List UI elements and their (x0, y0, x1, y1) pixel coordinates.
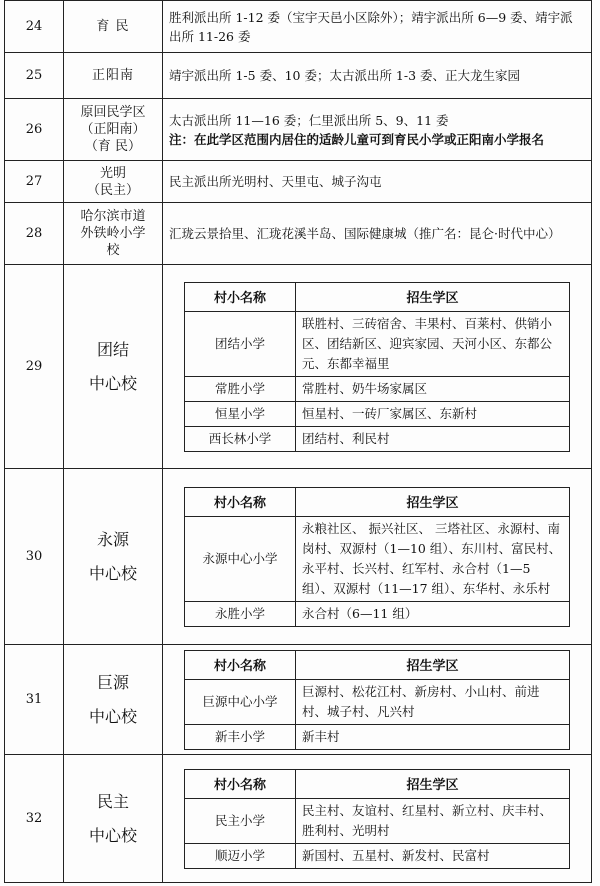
sub-row (185, 724, 570, 749)
sub-header-row (185, 282, 570, 311)
sub-header-row (185, 769, 570, 798)
sub-row (185, 798, 570, 843)
col-header-school: 村小名称 (185, 487, 296, 516)
table-row (5, 99, 592, 161)
table-row (5, 755, 592, 883)
district-description (163, 99, 592, 161)
sub-row (185, 516, 570, 601)
district-description: 民主派出所光明村、天里屯、城子沟屯 (163, 161, 592, 203)
center-school-name (64, 645, 163, 755)
center-name-line: 中心校 (88, 825, 137, 845)
sub-row (185, 376, 570, 401)
village-school-name: 恒星小学 (185, 401, 296, 426)
school-name-line: （正阳南） (80, 122, 146, 137)
village-school-name: 新丰小学 (185, 724, 296, 749)
center-name-line: 中心校 (88, 563, 137, 583)
village-school-area: 团结村、利民村 (296, 426, 570, 451)
village-school-table (184, 487, 570, 627)
col-header-school: 村小名称 (185, 769, 296, 798)
village-school-name: 民主小学 (185, 798, 296, 843)
col-header-school: 村小名称 (185, 650, 296, 679)
center-name-line: 中心校 (88, 373, 137, 393)
center-name-line: 团结 (96, 339, 129, 359)
col-header-area: 招生学区 (296, 769, 570, 798)
village-school-area: 永粮社区、 振兴社区、 三塔社区、永源村、南岗村、双源村（1—10 组）、东川村、富民村、永平村、长兴村、红军村、永合村（1—5 组）、双源村（11—17 组）、东华村、永乐村 (296, 516, 570, 601)
village-school-area: 新丰村 (296, 724, 570, 749)
row-number: 27 (5, 161, 64, 203)
sub-header-row (185, 650, 570, 679)
school-name-line: 哈尔滨市道 (80, 209, 146, 224)
village-school-area: 常胜村、奶牛场家属区 (296, 376, 570, 401)
school-name-line: 外铁岭小学 (80, 226, 146, 241)
enrollment-table (4, 0, 592, 883)
row-number: 26 (5, 99, 64, 161)
sub-row (185, 601, 570, 626)
village-school-table (184, 769, 570, 869)
table-row (5, 161, 592, 203)
col-header-school: 村小名称 (185, 282, 296, 311)
village-school-cell (163, 265, 592, 469)
col-header-area: 招生学区 (296, 487, 570, 516)
district-description: 胜利派出所 1-12 委（宝宇天邑小区除外）；靖宇派出所 6—9 委、靖宇派出所 11-26 委 (163, 1, 592, 53)
district-note: 注：在此学区范围内居住的适龄儿童可到育民小学或正阳南小学报名 (169, 131, 545, 147)
row-number: 28 (5, 203, 64, 265)
school-name: 正阳南 (64, 53, 163, 99)
center-name-line: 民主 (96, 791, 129, 811)
village-school-name: 永胜小学 (185, 601, 296, 626)
table-row (5, 1, 592, 53)
village-school-name: 永源中心小学 (185, 516, 296, 601)
school-name: 育 民 (64, 1, 163, 53)
district-text: 太古派出所 11—16 委；仁里派出所 5、9、11 委 (169, 112, 449, 128)
school-name-line: 光明 (99, 165, 126, 181)
sub-row (185, 426, 570, 451)
sub-header-row (185, 487, 570, 516)
district-description: 靖宇派出所 1-5 委、10 委；太古派出所 1-3 委、正大龙生家园 (163, 53, 592, 99)
school-name-line: （民主） (86, 182, 139, 198)
row-number: 24 (5, 1, 64, 53)
center-name-line: 中心校 (88, 706, 137, 726)
row-number: 31 (5, 645, 64, 755)
school-name-line: 校 (106, 243, 120, 258)
table-row (5, 469, 592, 645)
village-school-area: 联胜村、三砖宿舍、丰果村、百莱村、供销小区、团结新区、迎宾家园、天河小区、东都公元、东都幸福里 (296, 311, 570, 376)
district-description: 汇珑云景拾里、汇珑花溪半岛、国际健康城（推广名：昆仑·时代中心） (163, 203, 592, 265)
table-row (5, 645, 592, 755)
school-name (64, 99, 163, 161)
school-name (64, 161, 163, 203)
col-header-area: 招生学区 (296, 650, 570, 679)
row-number: 25 (5, 53, 64, 99)
table-row (5, 265, 592, 469)
village-school-area: 巨源村、松花江村、新房村、小山村、前进村、城子村、凡兴村 (296, 679, 570, 724)
table-row (5, 203, 592, 265)
village-school-cell (163, 755, 592, 883)
village-school-name: 常胜小学 (185, 376, 296, 401)
center-school-name (64, 265, 163, 469)
village-school-name: 巨源中心小学 (185, 679, 296, 724)
center-name-line: 巨源 (96, 672, 129, 692)
sub-row (185, 679, 570, 724)
village-school-area: 恒星村、一砖厂家属区、东新村 (296, 401, 570, 426)
village-school-name: 顺迈小学 (185, 843, 296, 868)
school-name (64, 203, 163, 265)
center-name-line: 永源 (96, 529, 129, 549)
center-school-name (64, 755, 163, 883)
village-school-cell (163, 645, 592, 755)
village-school-table (184, 650, 570, 750)
sub-row (185, 311, 570, 376)
village-school-cell (163, 469, 592, 645)
row-number: 32 (5, 755, 64, 883)
village-school-name: 团结小学 (185, 311, 296, 376)
village-school-area: 永合村（6—11 组） (296, 601, 570, 626)
table-row (5, 53, 592, 99)
village-school-table (184, 282, 570, 452)
center-school-name (64, 469, 163, 645)
school-name-line: 原回民学区 (80, 105, 146, 120)
school-name-line: （育 民） (84, 139, 142, 154)
sub-row (185, 401, 570, 426)
row-number: 30 (5, 469, 64, 645)
col-header-area: 招生学区 (296, 282, 570, 311)
village-school-name: 西长林小学 (185, 426, 296, 451)
row-number: 29 (5, 265, 64, 469)
village-school-area: 民主村、友谊村、红星村、新立村、庆丰村、胜利村、光明村 (296, 798, 570, 843)
village-school-area: 新国村、五星村、新发村、民富村 (296, 843, 570, 868)
sub-row (185, 843, 570, 868)
